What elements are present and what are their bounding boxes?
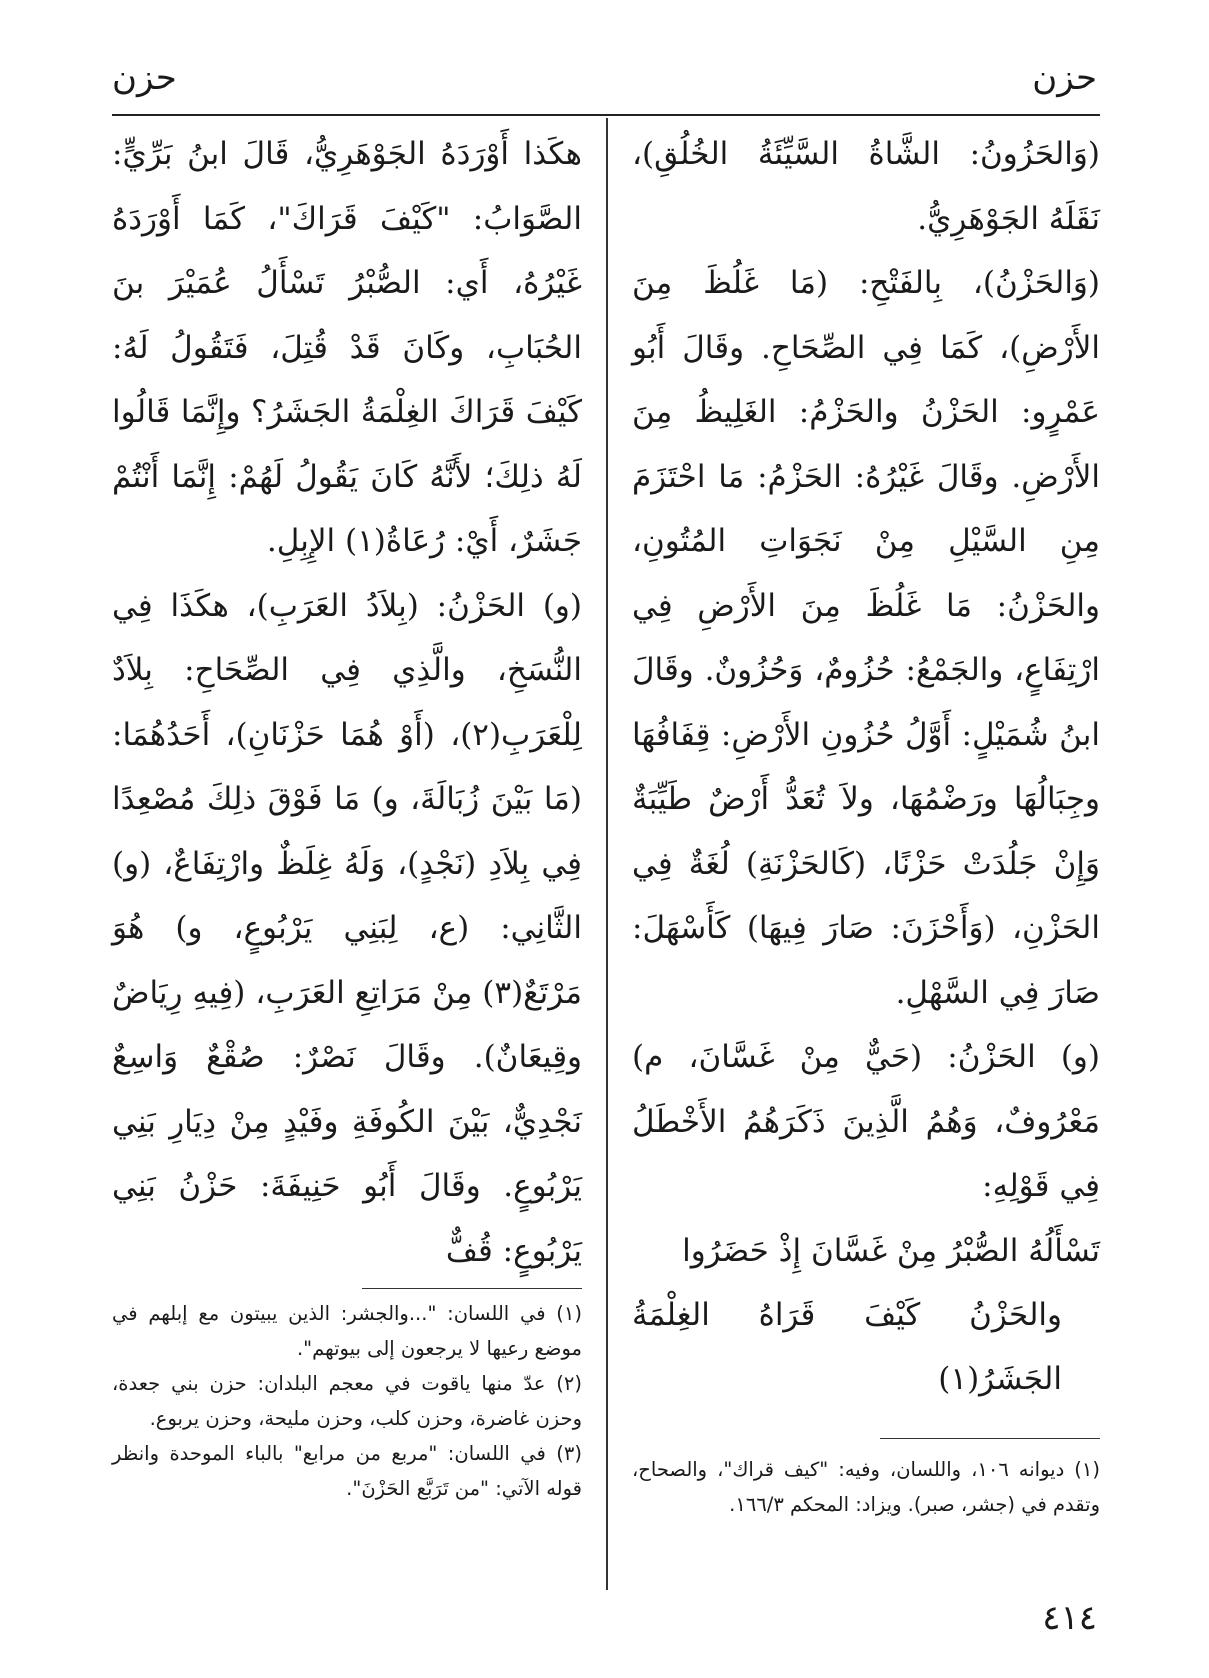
paragraph: (وَالحَزْنُ)، بِالفَتْحِ: (مَا غَلُظَ مِنَ الأَرْضِ)، كَمَا فِي الصِّحَاحِ. وقَالَ أَبُو عَمْرٍو: الحَزْنُ والحَزْمُ: الغَلِيظُ مِنَ الأَرْضِ. وقَالَ غَيْرُهُ: الحَزْمُ: مَا احْتَزَمَ مِنِ السَّيْلِ مِنْ نَجَوَاتِ المُتُونِ، والحَزْنُ: مَا غَلُظَ مِنَ الأَرْضِ فِي ارْتِفَاعٍ، والجَمْعُ: حُزُومٌ، وَحُزُونٌ. وقَالَ ابنُ شُمَيْلٍ: أَوَّلُ حُزُونِ الأَرْضِ: قِفَافُهَا وجِبَالُهَا ورَضْمُهَا، ولاَ تُعَدُّ أَرْضٌ طَيِّبَةٌ وَإِنْ جَلُدَتْ حَزْنًا، (كَالحَزْنَةِ) لُغَةٌ فِي الحَزْنِ، (وَأَحْزَنَ: صَارَ فِيهَا) كَأَسْهَلَ: صَارَ فِي السَّهْلِ. — [632, 265, 1100, 1011]
column-divider — [606, 118, 608, 1590]
right-column-body — [632, 122, 1100, 1219]
page-number: ٤١٤ — [1042, 1598, 1097, 1638]
left-footnotes — [112, 1296, 582, 1506]
paragraph: (و) الحَزْنُ: (بِلاَدُ العَرَبِ)، هكَذَا فِي النُّسَخِ، والَّذِي فِي الصِّحَاحِ: بِلاَدٌ لِلْعَرَبِ(٢)، (أَوْ هُمَا حَزْنَانِ)، أَحَدُهُمَا: (مَا بَيْنَ زُبَالَةَ، و) مَا فَوْقَ ذلِكَ مُصْعِدًا فِي بِلاَدِ (نَجْدٍ)، وَلَهُ غِلَظٌ وارْتِفَاعٌ، (و) الثَّانِي: (ع، لِبَنِي يَرْبُوعٍ، و) هُوَ مَرْتَعٌ(٣) مِنْ مَرَاتِعِ العَرَبِ، (فِيهِ رِيَاضٌ وقِيعَانٌ). وقَالَ نَصْرٌ: صُقْعٌ وَاسِعٌ نَجْدِيٌّ، بَيْنَ الكُوفَةِ وفَيْدٍ مِنْ دِيَارِ بَنِي يَرْبُوعٍ. وقَالَ أَبُو حَنِيفَةَ: حَزْنُ بَنِي يَرْبُوعٍ: قُفٌّ — [112, 587, 582, 1269]
running-head-right: حزن — [1032, 58, 1097, 98]
left-column — [112, 122, 582, 1283]
paragraph: هكَذا أَوْرَدَهُ الجَوْهَرِيُّ، قَالَ ابنُ بَرِّيٍّ: الصَّوَابُ: "كَيْفَ قَرَاكَ"، كَمَا أَوْرَدَهُ غَيْرُهُ، أَي: الصُّبْرُ تَسْأَلُ عُمَيْرَ بنَ الحُبَابِ، وكَانَ قَدْ قُتِلَ، فَتَقُولُ لَهُ: كَيْفَ قَرَاكَ الغِلْمَةُ الجَشَرُ؟ وإِنَّمَا قَالُوا لَهُ ذلِكَ؛ لأَنَّهُ كَانَ يَقُولُ لَهُمْ: إِنَّمَا أَنْتُمْ جَشَرٌ، أَيْ: رُعَاةُ(١) الإِبِلِ. — [112, 136, 582, 559]
paragraph: (وَالحَزُونُ: الشَّاةُ السَّيِّئَةُ الخُلُقِ)، نَقَلَهُ الجَوْهَرِيُّ. — [632, 136, 1100, 237]
right-footnotes — [632, 1452, 1100, 1522]
footnote-rule — [880, 1438, 1100, 1439]
header-rule — [112, 114, 1100, 116]
verse-line: تَسْأَلُهُ الصُّبْرُ مِنْ غَسَّانَ إِذْ حَضَرُوا — [682, 1232, 1100, 1269]
running-head-left: حزن — [112, 58, 177, 98]
paragraph: (و) الحَزْنُ: (حَيٌّ مِنْ غَسَّانَ، م) مَعْرُوفٌ، وَهُمُ الَّذِينَ ذَكَرَهُمُ الأَخْطَلُ فِي قَوْلِهِ: — [632, 1039, 1100, 1204]
footnote: (١) ديوانه ١٠٦، واللسان، وفيه: "كيف قراك"، والصحاح، وتقدم في (جشر، صبر). ويزاد: المحكم ١٦٦/٣. — [632, 1458, 1100, 1516]
right-column — [632, 122, 1100, 1411]
verse-line: والحَزْنُ كَيْفَ قَرَاهُ الغِلْمَةُ الجَشَرُ(١) — [632, 1296, 1062, 1397]
footnote-rule — [362, 1288, 582, 1289]
footnote: (١) في اللسان: "...والجشر: الذين يبيتون مع إبلهم في موضع رعيها لا يرجعون إلى بيوتهم". — [112, 1302, 582, 1360]
footnote: (٢) عدّ منها ياقوت في معجم البلدان: حزن بني جعدة، وحزن غاضرة، وحزن كلب، وحزن مليحة، وحزن يربوع. — [112, 1372, 582, 1430]
left-column-body — [112, 122, 582, 1283]
poetry-verse — [632, 1219, 1100, 1411]
footnote: (٣) في اللسان: "مربع من مرابع" بالباء الموحدة وانظر قوله الآتي: "من تَرَبَّع الحَزْنَ". — [112, 1442, 582, 1500]
